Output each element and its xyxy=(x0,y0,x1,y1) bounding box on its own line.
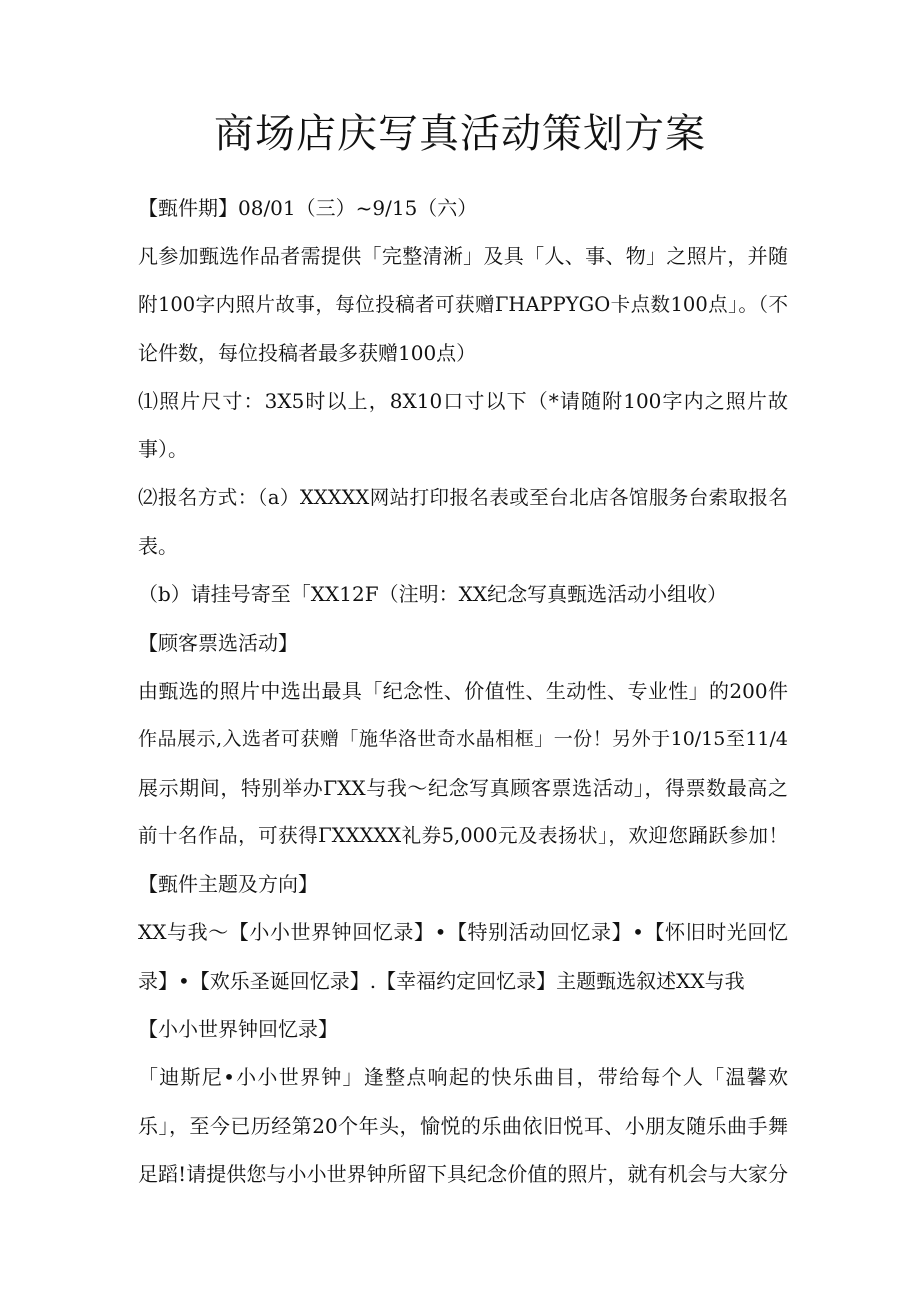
section-heading-themes: 【甄件主题及方向】 xyxy=(138,872,318,897)
document-title: 商场店庆写真活动策划方案 xyxy=(214,111,706,157)
paragraph-line: 前十名作品，可获得ΓXXXXX礼券5,000元及表扬状」，欢迎您踊跃参加！ xyxy=(138,823,788,847)
paragraph-line: ⑴照片尺寸：3X5时以上，8X10口寸以下（*请随附100字内之照片故 xyxy=(138,389,788,414)
paragraph-line: 乐」，至今已历经第20个年头，愉悦的乐曲依旧悦耳、小朋友随乐曲手舞 xyxy=(138,1113,788,1138)
document-body xyxy=(138,184,788,1198)
section-heading-customer-vote: 【顾客票选活动】 xyxy=(138,630,298,655)
paragraph-line: 附100字内照片故事，每位投稿者可获赠ΓHAPPYGO卡点数100点」。（不 xyxy=(138,292,788,316)
paragraph-line: 表。 xyxy=(138,534,178,559)
paragraph-line: 凡参加甄选作品者需提供「完整清淅」及具「人、事、物」之照片，并随 xyxy=(138,244,788,269)
paragraph-line: 展示期间，特别举办ΓXX与我～纪念写真顾客票选活动」，得票数最高之 xyxy=(138,775,788,800)
paragraph-line: 作品展示,入选者可获赠「施华洛世奇水晶相框」一份！另外于10/15至11/4 xyxy=(138,728,788,751)
paragraph-line: 由甄选的照片中选出最具「纪念性、价值性、生动性、专业性」的200件 xyxy=(138,678,788,703)
paragraph-line: XX与我～【小小世界钟回忆录】•【特别活动回忆录】•【怀旧时光回忆 xyxy=(138,920,788,945)
paragraph-line: 事）。 xyxy=(138,437,188,462)
paragraph-line: 足蹈!请提供您与小小世界钟所留下具纪念价值的照片，就有机会与大家分 xyxy=(138,1161,788,1186)
paragraph-line: ⑵报名方式：（a）XXXXX网站打印报名表或至台北店各馆服务台索取报名 xyxy=(138,485,788,509)
section-heading-submission-period: 【甄件期】08/01（三）~9/15（六） xyxy=(138,196,478,220)
paragraph-line: （b）请挂号寄至「XX12F（注明：XX纪念写真甄选活动小组收） xyxy=(138,582,728,607)
section-heading-world-clock: 【小小世界钟回忆录】 xyxy=(138,1017,338,1042)
paragraph-line: 录】•【欢乐圣诞回忆录】.【幸福约定回忆录】主题甄选叙述XX与我 xyxy=(138,968,745,993)
paragraph-line: 「迪斯尼•小小世界钟」逢整点响起的快乐曲目，带给每个人「温馨欢 xyxy=(138,1065,788,1090)
paragraph-line: 论件数，每位投稿者最多获赠100点） xyxy=(138,340,477,365)
